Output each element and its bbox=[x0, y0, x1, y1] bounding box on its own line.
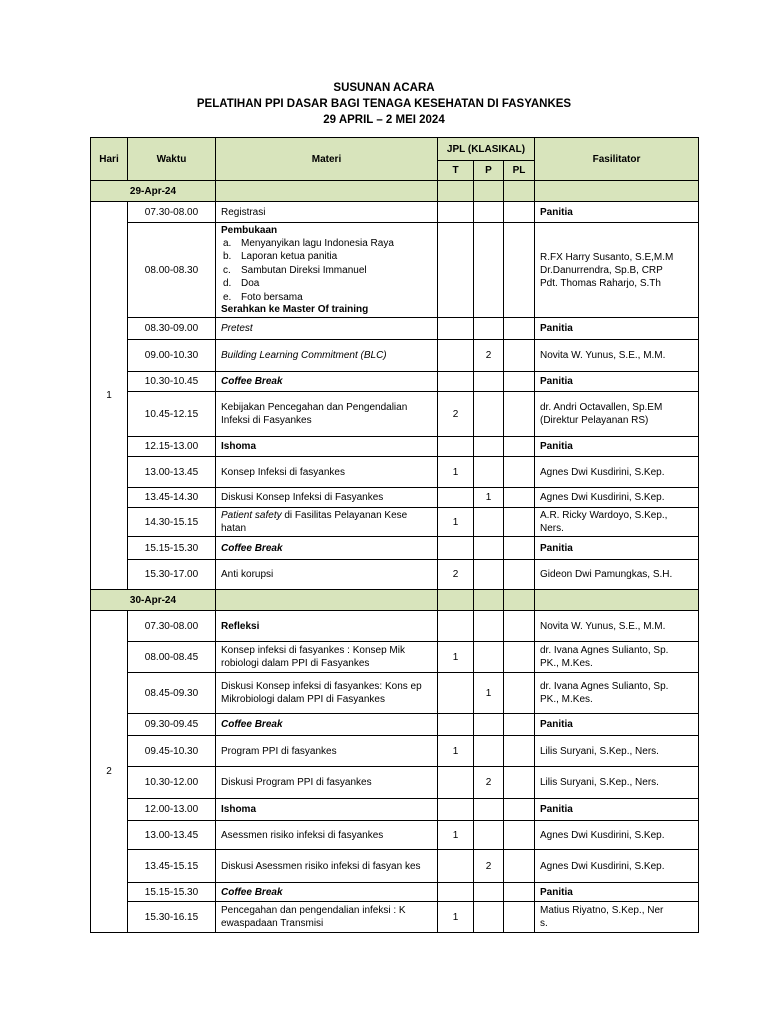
p-cell: 2 bbox=[474, 850, 504, 883]
materi-cell bbox=[216, 508, 438, 537]
fasilitator-cell: Panitia bbox=[535, 714, 699, 736]
materi-cell: Ishoma bbox=[216, 437, 438, 457]
materi-cell: Diskusi Program PPI di fasyankes bbox=[216, 767, 438, 799]
fasilitator-cell: Panitia bbox=[535, 437, 699, 457]
fasilitator-line: Dr.Danurrendra, Sp.B, CRP bbox=[540, 264, 663, 276]
day-date: 30-Apr-24 bbox=[91, 590, 216, 611]
p-cell bbox=[474, 372, 504, 392]
table-row bbox=[91, 372, 699, 392]
materi-cell: Konsep Infeksi di fasyankes bbox=[216, 457, 438, 488]
table-row bbox=[91, 821, 699, 850]
p-cell bbox=[474, 611, 504, 642]
t-cell bbox=[438, 714, 474, 736]
time-cell: 08.00-08.30 bbox=[128, 223, 216, 318]
list-marker: b. bbox=[223, 251, 232, 263]
fasilitator-line: (Direktur Pelayanan RS) bbox=[540, 415, 649, 426]
t-cell bbox=[438, 883, 474, 902]
fasilitator-line: dr. Andri Octavallen, Sp.EM bbox=[540, 402, 663, 413]
pl-cell bbox=[504, 611, 535, 642]
time-cell: 07.30-08.00 bbox=[128, 202, 216, 223]
fasilitator-cell: Novita W. Yunus, S.E., M.M. bbox=[535, 611, 699, 642]
fasilitator-line: Pdt. Thomas Raharjo, S.Th bbox=[540, 277, 661, 289]
time-cell: 09.30-09.45 bbox=[128, 714, 216, 736]
table-row bbox=[91, 642, 699, 673]
pl-cell bbox=[504, 714, 535, 736]
table-row bbox=[91, 457, 699, 488]
fasilitator-line: PK., M.Kes. bbox=[540, 658, 593, 669]
fasilitator-cell bbox=[535, 642, 699, 673]
t-cell: 1 bbox=[438, 642, 474, 673]
fasilitator-line: dr. Ivana Agnes Sulianto, Sp. bbox=[540, 681, 669, 692]
table-row bbox=[91, 488, 699, 508]
materi-rest: di Fasilitas Pelayanan Kese hatan bbox=[221, 510, 408, 534]
p-cell bbox=[474, 883, 504, 902]
title-line-2: PELATIHAN PPI DASAR BAGI TENAGA KESEHATAN DI FASYANKES bbox=[196, 98, 572, 110]
p-cell bbox=[474, 457, 504, 488]
header-jpl: JPL (KLASIKAL) bbox=[438, 138, 535, 161]
p-cell bbox=[474, 508, 504, 537]
header-waktu: Waktu bbox=[128, 138, 216, 181]
pl-cell bbox=[504, 902, 535, 933]
fasilitator-cell: Lilis Suryani, S.Kep., Ners. bbox=[535, 767, 699, 799]
list-item-text: Menyanyikan lagu Indonesia Raya bbox=[241, 237, 394, 249]
list-item-text: Laporan ketua panitia bbox=[241, 251, 338, 263]
pl-cell bbox=[504, 736, 535, 767]
pl-cell bbox=[504, 372, 535, 392]
table-row bbox=[91, 611, 699, 642]
header-fasilitator: Fasilitator bbox=[535, 138, 699, 181]
list-item-text: Sambutan Direksi Immanuel bbox=[241, 264, 367, 276]
pl-cell bbox=[504, 457, 535, 488]
time-cell: 08.45-09.30 bbox=[128, 673, 216, 714]
time-cell: 12.15-13.00 bbox=[128, 437, 216, 457]
pl-cell bbox=[504, 821, 535, 850]
title-line-3: 29 APRIL – 2 MEI 2024 bbox=[323, 114, 445, 126]
time-cell: 10.30-10.45 bbox=[128, 372, 216, 392]
table-row bbox=[91, 392, 699, 437]
t-cell bbox=[438, 372, 474, 392]
materi-cell: Program PPI di fasyankes bbox=[216, 736, 438, 767]
header-p: P bbox=[474, 161, 504, 181]
p-cell bbox=[474, 560, 504, 590]
p-cell bbox=[474, 437, 504, 457]
table-row bbox=[91, 883, 699, 902]
p-cell bbox=[474, 642, 504, 673]
materi-cell: Asessmen risiko infeksi di fasyankes bbox=[216, 821, 438, 850]
fasilitator-cell: Agnes Dwi Kusdirini, S.Kep. bbox=[535, 850, 699, 883]
pl-cell bbox=[504, 437, 535, 457]
materi-cell: Diskusi Asessmen risiko infeksi di fasyan kes bbox=[216, 850, 438, 883]
p-cell bbox=[474, 202, 504, 223]
opening-list bbox=[221, 237, 432, 304]
table-row bbox=[91, 508, 699, 537]
list-marker: a. bbox=[223, 237, 232, 249]
table-row bbox=[91, 560, 699, 590]
materi-cell: Refleksi bbox=[216, 611, 438, 642]
fasilitator-line: s. bbox=[540, 918, 548, 929]
time-cell: 13.00-13.45 bbox=[128, 821, 216, 850]
materi-cell: Pencegahan dan pengendalian infeksi : K ewaspadaan Transmisi bbox=[216, 902, 438, 933]
t-cell: 1 bbox=[438, 821, 474, 850]
document-title bbox=[0, 80, 768, 128]
fasilitator-cell: Panitia bbox=[535, 318, 699, 340]
table-row bbox=[91, 714, 699, 736]
list-item bbox=[221, 237, 432, 250]
pl-cell bbox=[504, 202, 535, 223]
table-row bbox=[91, 850, 699, 883]
fasilitator-cell bbox=[535, 673, 699, 714]
pl-cell bbox=[504, 340, 535, 372]
day-number: 1 bbox=[91, 202, 128, 590]
materi-footer: Serahkan ke Master Of training bbox=[221, 304, 369, 316]
time-cell: 13.45-15.15 bbox=[128, 850, 216, 883]
materi-cell: Diskusi Konsep Infeksi di Fasyankes bbox=[216, 488, 438, 508]
p-cell bbox=[474, 537, 504, 560]
day-header-row bbox=[91, 590, 699, 611]
p-cell bbox=[474, 318, 504, 340]
t-cell bbox=[438, 611, 474, 642]
list-item-text: Foto bersama bbox=[241, 291, 303, 303]
t-cell: 1 bbox=[438, 902, 474, 933]
t-cell bbox=[438, 767, 474, 799]
fasilitator-line: dr. Ivana Agnes Sulianto, Sp. bbox=[540, 645, 669, 656]
p-cell: 1 bbox=[474, 488, 504, 508]
p-cell bbox=[474, 902, 504, 933]
fasilitator-cell: Novita W. Yunus, S.E., M.M. bbox=[535, 340, 699, 372]
pl-cell bbox=[504, 560, 535, 590]
time-cell: 13.45-14.30 bbox=[128, 488, 216, 508]
materi-cell: Coffee Break bbox=[216, 537, 438, 560]
fasilitator-line: PK., M.Kes. bbox=[540, 694, 593, 705]
table-row bbox=[91, 673, 699, 714]
time-cell: 14.30-15.15 bbox=[128, 508, 216, 537]
table-row bbox=[91, 799, 699, 821]
t-cell bbox=[438, 799, 474, 821]
pl-cell bbox=[504, 799, 535, 821]
fasilitator-cell bbox=[535, 392, 699, 437]
fasilitator-line: A.R. Ricky Wardoyo, S.Kep., bbox=[540, 510, 668, 521]
fasilitator-cell: Agnes Dwi Kusdirini, S.Kep. bbox=[535, 457, 699, 488]
table-row bbox=[91, 202, 699, 223]
fasilitator-cell: Panitia bbox=[535, 883, 699, 902]
t-cell: 2 bbox=[438, 392, 474, 437]
list-item bbox=[221, 291, 432, 304]
time-cell: 08.00-08.45 bbox=[128, 642, 216, 673]
fasilitator-cell: Agnes Dwi Kusdirini, S.Kep. bbox=[535, 821, 699, 850]
table-row bbox=[91, 537, 699, 560]
table-row bbox=[91, 902, 699, 933]
p-cell bbox=[474, 714, 504, 736]
materi-cell bbox=[216, 223, 438, 318]
materi-cell: Anti korupsi bbox=[216, 560, 438, 590]
fasilitator-line: Matius Riyatno, S.Kep., Ner bbox=[540, 905, 664, 916]
t-cell bbox=[438, 223, 474, 318]
materi-cell: Diskusi Konsep infeksi di fasyankes: Kons ep Mikrobiologi dalam PPI di Fasyankes bbox=[216, 673, 438, 714]
p-cell bbox=[474, 821, 504, 850]
table-row bbox=[91, 223, 699, 318]
pl-cell bbox=[504, 642, 535, 673]
materi-title: Pembukaan bbox=[221, 224, 278, 236]
day-number: 2 bbox=[91, 611, 128, 933]
materi-cell: Building Learning Commitment (BLC) bbox=[216, 340, 438, 372]
list-marker: e. bbox=[223, 291, 232, 303]
list-marker: d. bbox=[223, 278, 232, 290]
t-cell bbox=[438, 437, 474, 457]
t-cell: 2 bbox=[438, 560, 474, 590]
list-item bbox=[221, 264, 432, 277]
table-row bbox=[91, 437, 699, 457]
fasilitator-line: R.FX Harry Susanto, S.E,M.M bbox=[540, 251, 674, 263]
list-item bbox=[221, 277, 432, 290]
time-cell: 15.30-17.00 bbox=[128, 560, 216, 590]
materi-cell: Konsep infeksi di fasyankes : Konsep Mik robiologi dalam PPI di Fasyankes bbox=[216, 642, 438, 673]
title-line-1: SUSUNAN ACARA bbox=[333, 82, 435, 94]
t-cell bbox=[438, 488, 474, 508]
list-marker: c. bbox=[223, 264, 231, 276]
schedule-table bbox=[90, 137, 699, 933]
materi-cell: Ishoma bbox=[216, 799, 438, 821]
p-cell bbox=[474, 736, 504, 767]
materi-cell: Pretest bbox=[216, 318, 438, 340]
fasilitator-cell: Panitia bbox=[535, 799, 699, 821]
pl-cell bbox=[504, 883, 535, 902]
fasilitator-cell bbox=[535, 902, 699, 933]
fasilitator-cell: Lilis Suryani, S.Kep., Ners. bbox=[535, 736, 699, 767]
table-row bbox=[91, 736, 699, 767]
t-cell bbox=[438, 340, 474, 372]
materi-cell: Coffee Break bbox=[216, 714, 438, 736]
pl-cell bbox=[504, 318, 535, 340]
day-date: 29-Apr-24 bbox=[91, 181, 216, 202]
p-cell: 2 bbox=[474, 767, 504, 799]
list-item-text: Doa bbox=[241, 278, 260, 290]
pl-cell bbox=[504, 488, 535, 508]
time-cell: 15.30-16.15 bbox=[128, 902, 216, 933]
fasilitator-cell: Agnes Dwi Kusdirini, S.Kep. bbox=[535, 488, 699, 508]
time-cell: 07.30-08.00 bbox=[128, 611, 216, 642]
t-cell: 1 bbox=[438, 736, 474, 767]
header-t: T bbox=[438, 161, 474, 181]
p-cell bbox=[474, 392, 504, 437]
p-cell bbox=[474, 223, 504, 318]
materi-cell: Registrasi bbox=[216, 202, 438, 223]
fasilitator-cell: Panitia bbox=[535, 372, 699, 392]
time-cell: 10.30-12.00 bbox=[128, 767, 216, 799]
time-cell: 12.00-13.00 bbox=[128, 799, 216, 821]
pl-cell bbox=[504, 850, 535, 883]
pl-cell bbox=[504, 508, 535, 537]
time-cell: 15.15-15.30 bbox=[128, 537, 216, 560]
time-cell: 15.15-15.30 bbox=[128, 883, 216, 902]
header-pl: PL bbox=[504, 161, 535, 181]
t-cell bbox=[438, 673, 474, 714]
table-row bbox=[91, 318, 699, 340]
pl-cell bbox=[504, 392, 535, 437]
p-cell: 1 bbox=[474, 673, 504, 714]
time-cell: 09.45-10.30 bbox=[128, 736, 216, 767]
fasilitator-line: Ners. bbox=[540, 523, 564, 534]
t-cell: 1 bbox=[438, 508, 474, 537]
time-cell: 09.00-10.30 bbox=[128, 340, 216, 372]
t-cell bbox=[438, 202, 474, 223]
time-cell: 10.45-12.15 bbox=[128, 392, 216, 437]
t-cell: 1 bbox=[438, 457, 474, 488]
table-row bbox=[91, 340, 699, 372]
pl-cell bbox=[504, 767, 535, 799]
time-cell: 08.30-09.00 bbox=[128, 318, 216, 340]
materi-cell: Kebijakan Pencegahan dan Pengendalian Infeksi di Fasyankes bbox=[216, 392, 438, 437]
header-materi: Materi bbox=[216, 138, 438, 181]
fasilitator-cell bbox=[535, 508, 699, 537]
materi-cell: Coffee Break bbox=[216, 372, 438, 392]
list-item bbox=[221, 250, 432, 263]
fasilitator-cell: Panitia bbox=[535, 537, 699, 560]
materi-italic: Patient safety bbox=[221, 510, 282, 521]
pl-cell bbox=[504, 223, 535, 318]
t-cell bbox=[438, 537, 474, 560]
p-cell bbox=[474, 799, 504, 821]
t-cell bbox=[438, 850, 474, 883]
materi-cell: Coffee Break bbox=[216, 883, 438, 902]
fasilitator-cell: Panitia bbox=[535, 202, 699, 223]
pl-cell bbox=[504, 673, 535, 714]
fasilitator-cell bbox=[535, 223, 699, 318]
header-hari: Hari bbox=[91, 138, 128, 181]
p-cell: 2 bbox=[474, 340, 504, 372]
pl-cell bbox=[504, 537, 535, 560]
day-header-row bbox=[91, 181, 699, 202]
time-cell: 13.00-13.45 bbox=[128, 457, 216, 488]
table-row bbox=[91, 767, 699, 799]
t-cell bbox=[438, 318, 474, 340]
fasilitator-cell: Gideon Dwi Pamungkas, S.H. bbox=[535, 560, 699, 590]
